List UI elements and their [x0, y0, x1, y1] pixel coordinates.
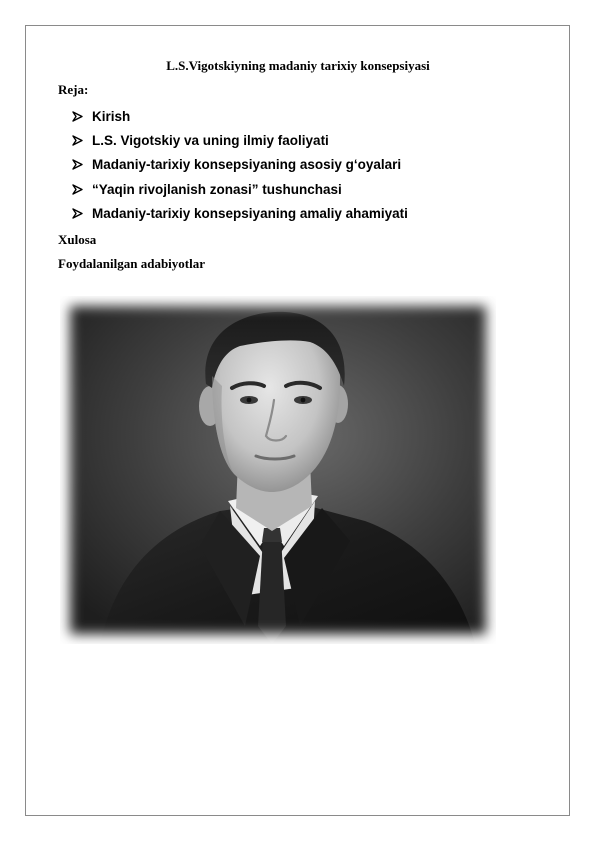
plan-list — [72, 104, 408, 226]
plan-item-introduction — [72, 104, 408, 128]
conclusion-heading: Xulosa — [58, 232, 97, 247]
plan-item-label: “Yaqin rivojlanish zonasi” tushunchasi — [92, 181, 342, 197]
arrow-bullet-icon — [72, 208, 83, 219]
plan-heading: Reja: — [58, 82, 89, 97]
plan-item-label: Madaniy-tarixiy konsepsiyaning amaliy ahamiyati — [92, 206, 408, 222]
references-heading: Foydalanilgan adabiyotlar — [58, 256, 205, 271]
plan-item-main-ideas — [72, 153, 408, 177]
arrow-bullet-icon — [72, 135, 83, 146]
plan-item-vygotsky-activity — [72, 128, 408, 152]
portrait-photo — [60, 296, 496, 644]
plan-item-zpd — [72, 177, 408, 201]
arrow-bullet-icon — [72, 111, 83, 122]
plan-item-label: Kirish — [92, 108, 131, 124]
plan-item-practical-significance — [72, 202, 408, 226]
arrow-bullet-icon — [72, 159, 83, 170]
plan-item-label: L.S. Vigotskiy va uning ilmiy faoliyati — [92, 133, 329, 149]
document-title: L.S.Vigotskiyning madaniy tarixiy konsepsiyasi — [166, 58, 430, 73]
plan-item-label: Madaniy-tarixiy konsepsiyaning asosiy g‘oyalari — [92, 157, 402, 173]
arrow-bullet-icon — [72, 184, 83, 195]
